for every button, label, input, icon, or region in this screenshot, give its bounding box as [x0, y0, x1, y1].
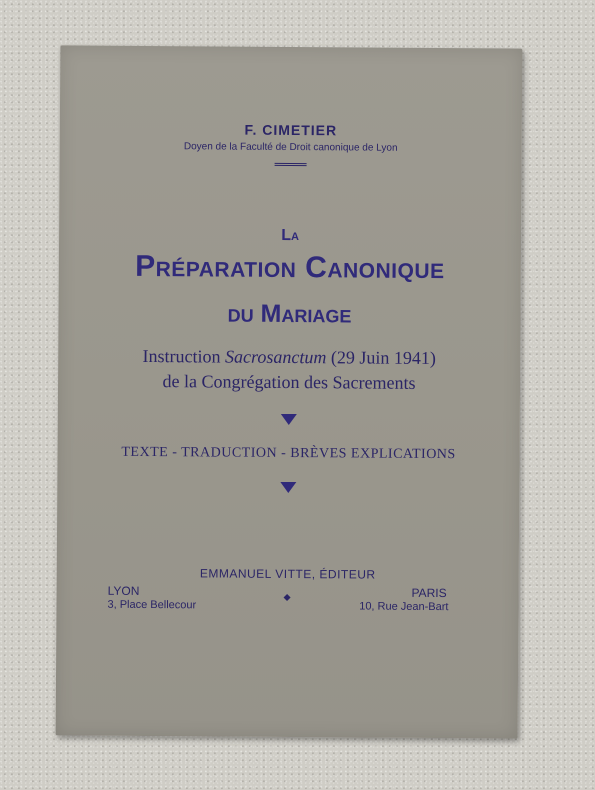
author-name: F. CIMETIER — [244, 121, 338, 139]
title-line-2: Préparation Canonique — [135, 249, 445, 286]
subtitle-line-2: de la Congrégation des Sacrements — [162, 371, 416, 393]
triangle-ornament-icon — [280, 482, 296, 493]
book-cover — [56, 45, 523, 738]
subtitle-prefix: Instruction — [142, 345, 226, 367]
city-left: LYON — [107, 583, 140, 598]
author-title: Doyen de la Faculté de Droit canonique de Lyon — [183, 141, 398, 154]
triangle-ornament-icon — [281, 414, 297, 425]
subtitle-suffix: (29 Juin 1941) — [326, 347, 436, 369]
title-line-3: du Mariage — [227, 299, 352, 329]
divider-rule — [275, 163, 307, 166]
city-right: PARIS — [411, 585, 447, 601]
subtitle-italic: Sacrosanctum — [225, 346, 327, 368]
publisher: EMMANUEL VITTE, ÉDITEUR — [199, 566, 376, 582]
diamond-ornament-icon — [284, 594, 291, 601]
address-left: 3, Place Bellecour — [107, 598, 197, 612]
contents-line: TEXTE - TRADUCTION - BRÈVES EXPLICATIONS — [121, 444, 456, 463]
subtitle-line-1 — [58, 345, 520, 369]
address-right: 10, Rue Jean-Bart — [359, 600, 449, 614]
title-line-1: La — [281, 226, 300, 245]
